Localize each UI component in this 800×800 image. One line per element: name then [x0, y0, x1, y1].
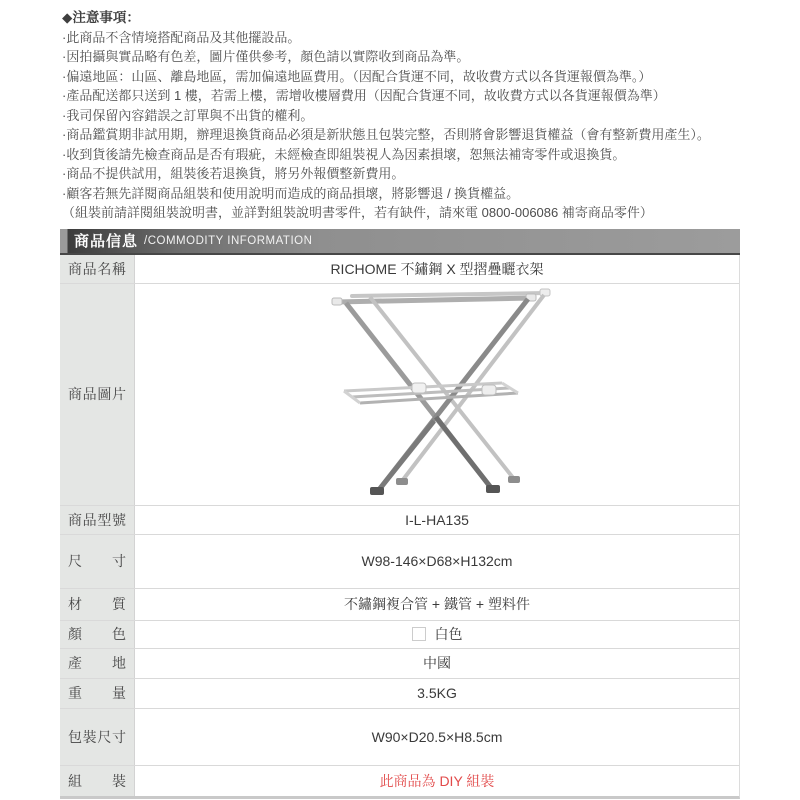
color-option-label: 白色	[434, 626, 463, 642]
model-value: I-L-HA135	[135, 506, 739, 534]
row-material	[60, 589, 739, 621]
product-name-value: RICHOME 不鏽鋼 X 型摺疊曬衣架	[135, 255, 739, 283]
package-size-label: 包裝尺寸	[60, 709, 135, 765]
model-label: 商品型號	[60, 506, 135, 534]
note-line: ·此商品不含情境搭配商品及其他擺設品。	[62, 29, 301, 45]
note-line: （組裝前請詳閱組裝說明書，並詳對組裝說明書零件，若有缺件，請來電 0800-006086 補寄商品零件）	[62, 205, 653, 220]
row-product-image	[60, 284, 739, 506]
color-label: 顏色	[60, 621, 135, 648]
section-title: 商品信息	[74, 233, 139, 250]
origin-label: 產地	[60, 649, 135, 678]
note-line: ·我司保留內容錯誤之訂單與不出貨的權利。	[62, 107, 314, 123]
color-checkbox[interactable]	[412, 627, 426, 641]
row-assembly	[60, 766, 739, 796]
note-line: ·因拍攝與實品略有色差，圖片僅供參考，顏色請以實際收到商品為準。	[62, 49, 470, 64]
commodity-information-header	[60, 229, 740, 255]
note-line: ·商品不提供試用，組裝後若退換貨，將另外報價整新費用。	[62, 166, 405, 181]
note-line: ·商品鑑賞期非試用期，辦理退換貨商品必須是新狀態且包裝完整，否則將會影響退貨權益（會有整新費用產生）。	[62, 127, 710, 142]
product-spec-table	[60, 255, 740, 799]
color-value-cell	[135, 621, 739, 648]
note-line: ·顧客若無先詳閱商品組裝和使用說明而造成的商品損壞，將影響退 / 換貨權益。	[62, 185, 520, 201]
row-size	[60, 535, 739, 589]
material-label: 材質	[60, 589, 135, 620]
attention-notes	[0, 0, 800, 223]
assembly-label: 組裝	[60, 766, 135, 796]
row-weight	[60, 679, 739, 709]
origin-value: 中國	[135, 649, 739, 678]
size-value: W98-146×D68×H132cm	[135, 535, 739, 588]
note-line: ·收到貨後請先檢查商品是否有瑕疵，未經檢查即組裝視人為因素損壞，恕無法補寄零件或退換貨。	[62, 146, 626, 162]
assembly-value: 此商品為 DIY 組裝	[135, 766, 739, 796]
row-package-size	[60, 709, 739, 766]
product-image-label: 商品圖片	[60, 284, 135, 505]
size-label: 尺寸	[60, 535, 135, 588]
note-line: ·偏遠地區：山區、離島地區，需加偏遠地區費用。（因配合貨運不同，故收費方式以各貨運報價為準。）	[62, 68, 652, 84]
drying-rack-image	[306, 287, 568, 501]
section-subtitle: /COMMODITY INFORMATION	[144, 234, 313, 247]
material-value: 不鏽鋼複合管 + 鐵管 + 塑料件	[135, 589, 739, 620]
weight-label: 重量	[60, 679, 135, 708]
note-line: ·產品配送都只送到 1 樓，若需上樓，需增收樓層費用（因配合貨運不同，故收費方式以各貨運報價為準）	[62, 88, 666, 103]
row-origin	[60, 649, 739, 679]
package-size-value: W90×D20.5×H8.5cm	[135, 709, 739, 765]
row-product-name	[60, 255, 739, 284]
row-model	[60, 506, 739, 535]
notes-title: ◆注意事項：	[62, 10, 140, 25]
product-image-cell	[135, 284, 739, 505]
product-name-label: 商品名稱	[60, 255, 135, 283]
weight-value: 3.5KG	[135, 679, 739, 708]
row-color	[60, 621, 739, 649]
